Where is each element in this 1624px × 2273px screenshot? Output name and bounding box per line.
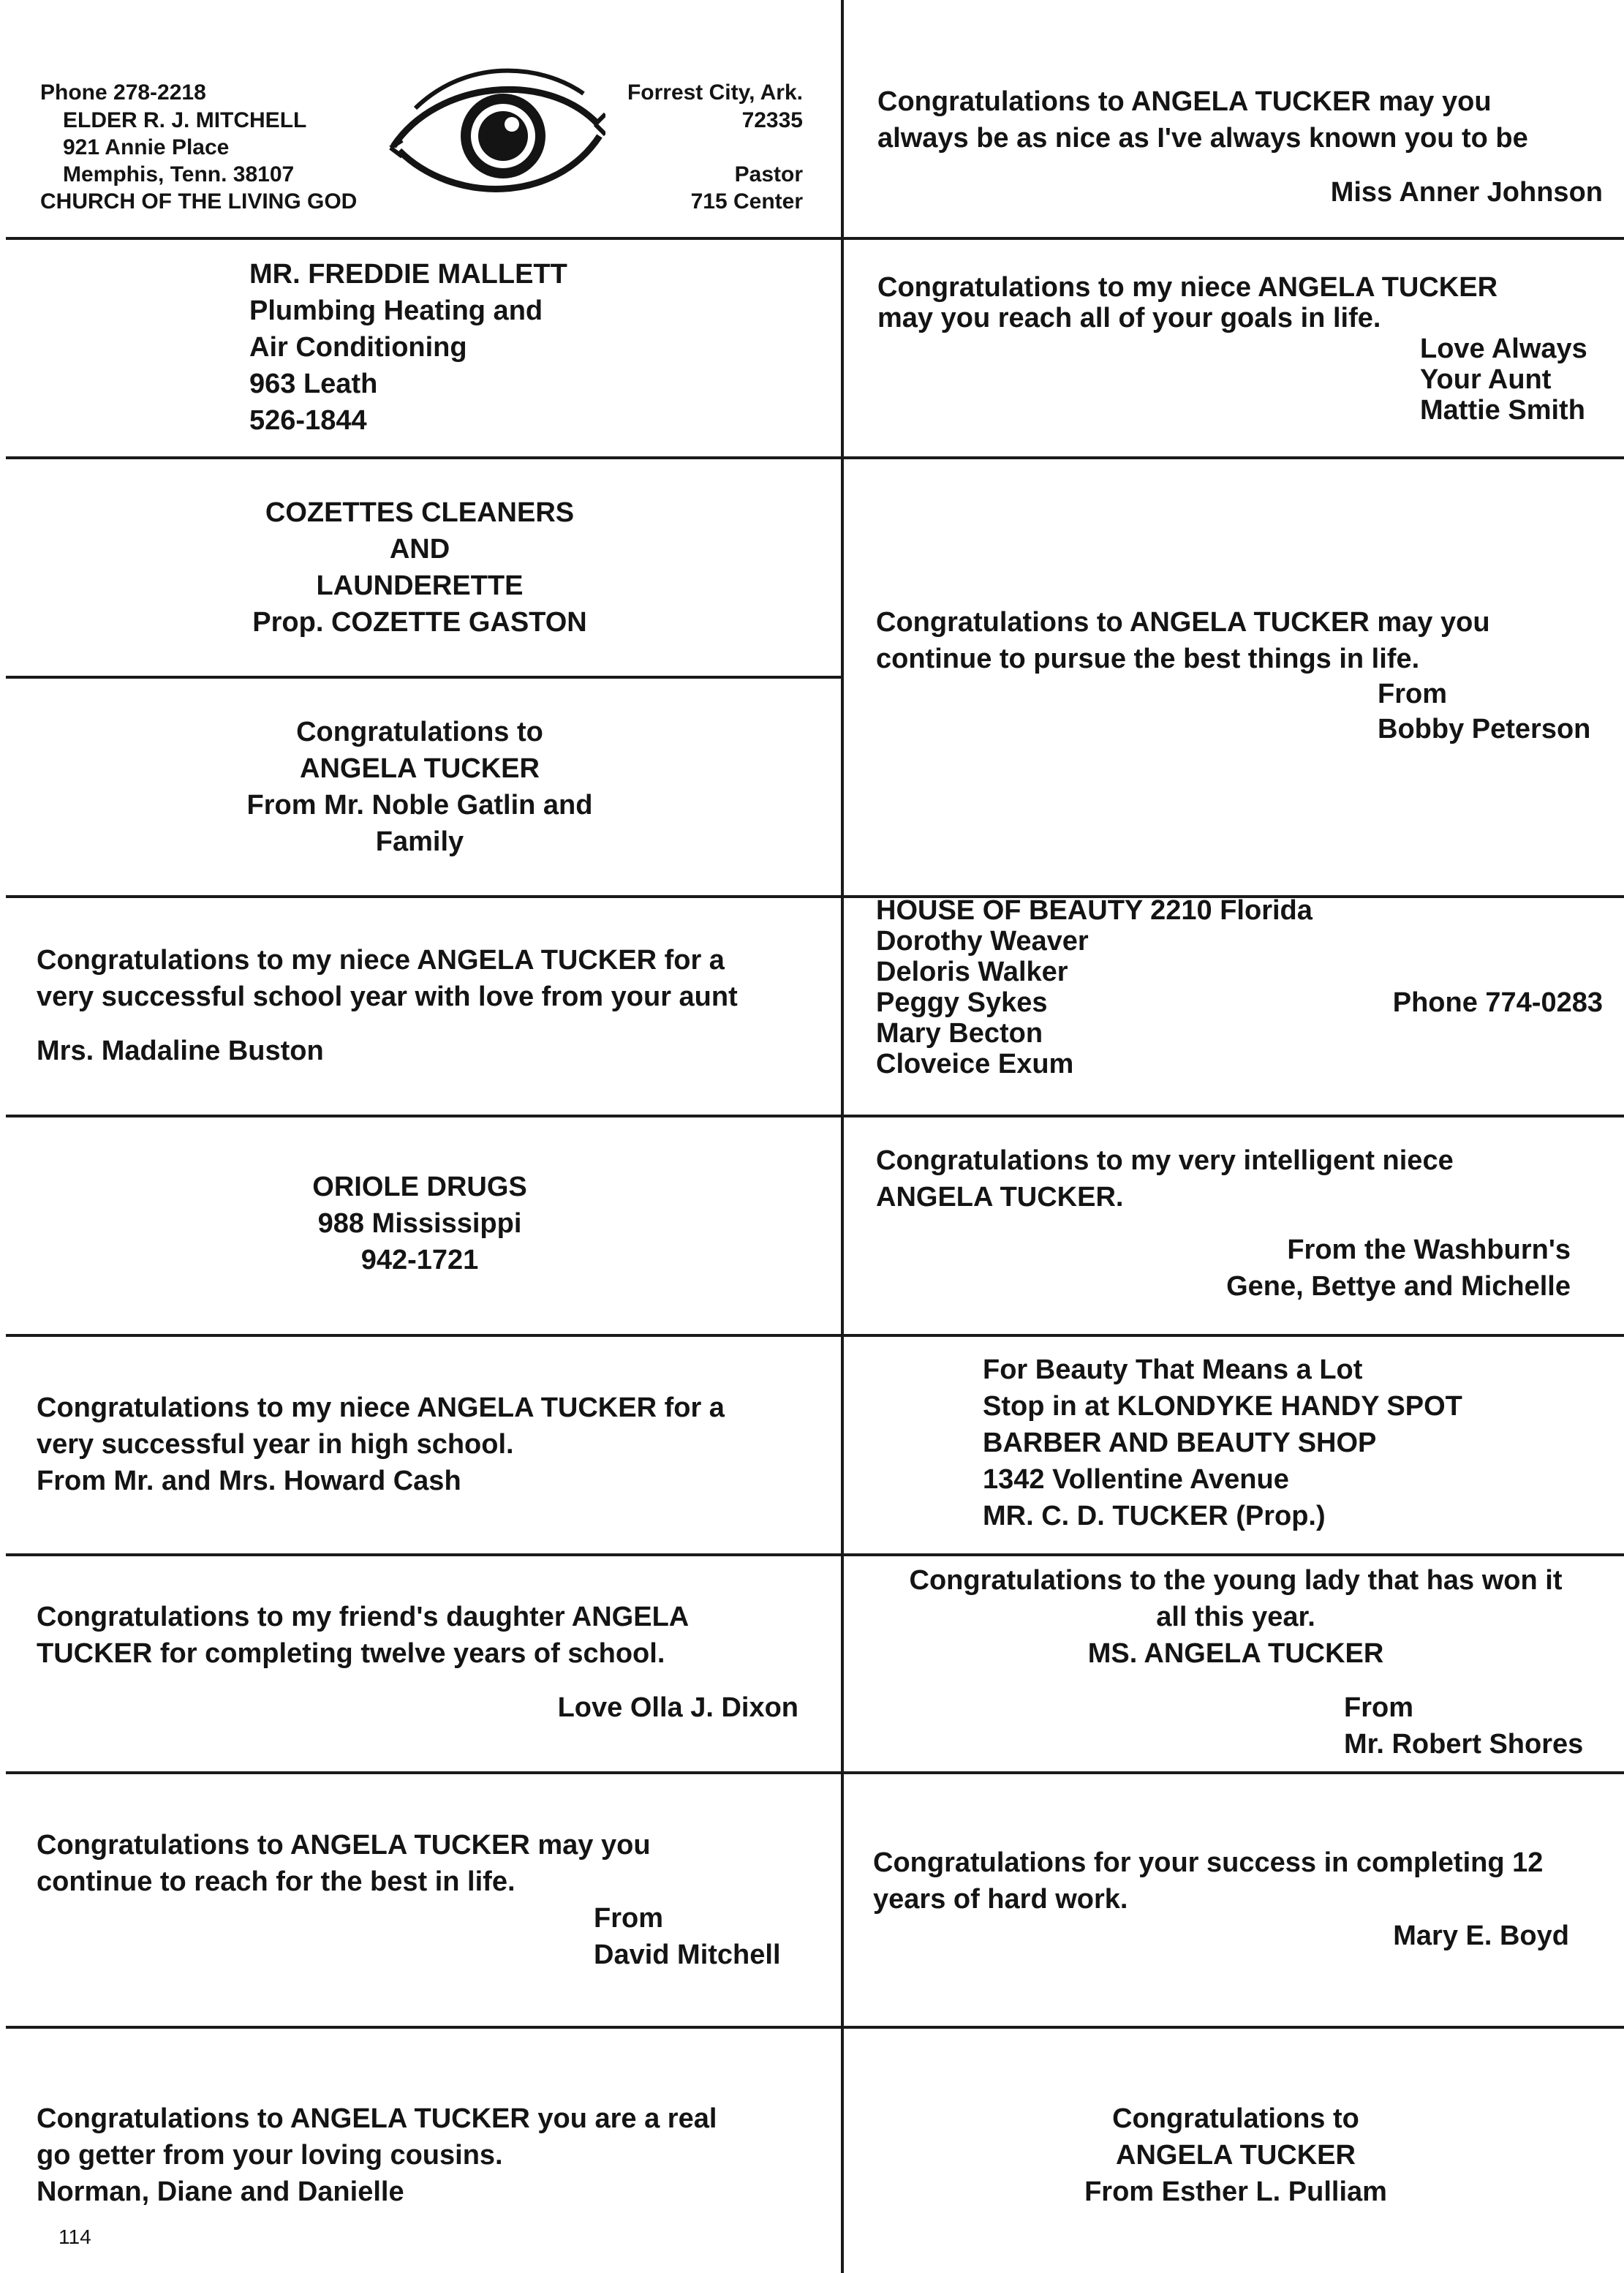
mallett-line-2: Plumbing Heating and [249, 295, 543, 326]
shores-signature-2: Mr. Robert Shores [1344, 1729, 1584, 1760]
pulliam-line-1: Congratulations to [1112, 2103, 1359, 2134]
gatlin-line-3: From Mr. Noble Gatlin and [246, 790, 593, 821]
church-right-zip: 72335 [741, 108, 803, 132]
dixon-signature: Love Olla J. Dixon [557, 1692, 798, 1723]
divider-row-3 [6, 895, 1624, 898]
johnson-line-2: always be as nice as I've always known you to be [877, 123, 1528, 154]
divider-row-7 [6, 1771, 1624, 1774]
mallett-line-3: Air Conditioning [249, 332, 467, 363]
divider-left-cozettes [6, 676, 842, 679]
church-right-city: Forrest City, Ark. [627, 80, 803, 105]
david-line-2: continue to reach for the best in life. [37, 1866, 515, 1897]
shores-signature-1: From [1344, 1692, 1413, 1723]
pulliam-line-2: ANGELA TUCKER [1116, 2140, 1356, 2171]
boyd-line-2: years of hard work. [873, 1884, 1128, 1915]
divider-row-8 [6, 2026, 1624, 2029]
cash-line-2: very successful year in high school. [37, 1429, 514, 1460]
boyd-signature: Mary E. Boyd [1393, 1920, 1569, 1951]
oriole-line-2: 988 Mississippi [317, 1208, 522, 1239]
washburn-signature-2: Gene, Bettye and Michelle [1226, 1271, 1571, 1302]
pulliam-line-3: From Esther L. Pulliam [1084, 2176, 1387, 2207]
center-divider [841, 0, 844, 2273]
smith-signature-1: Love Always [1420, 333, 1587, 364]
church-address: 921 Annie Place [63, 135, 230, 159]
church-city: Memphis, Tenn. 38107 [63, 162, 295, 186]
klondyke-line-4: 1342 Vollentine Avenue [983, 1464, 1289, 1495]
cousins-line-2: go getter from your loving cousins. [37, 2140, 503, 2171]
gatlin-line-2: ANGELA TUCKER [300, 753, 540, 784]
church-pastor-label: Pastor [734, 162, 803, 186]
johnson-line-1: Congratulations to ANGELA TUCKER may you [877, 86, 1492, 117]
divider-row-4 [6, 1115, 1624, 1117]
divider-row-2 [6, 456, 1624, 459]
shores-line-3: MS. ANGELA TUCKER [1087, 1638, 1384, 1669]
divider-row-6 [6, 1553, 1624, 1556]
beauty-line-2: Dorothy Weaver [876, 926, 1089, 957]
beauty-phone: Phone 774-0283 [1392, 987, 1603, 1018]
oriole-line-3: 942-1721 [360, 1245, 479, 1275]
smith-line-1: Congratulations to my niece ANGELA TUCKER [877, 272, 1498, 303]
beauty-line-6: Cloveice Exum [876, 1049, 1074, 1079]
page-number: 114 [58, 2225, 91, 2248]
oriole-line-1: ORIOLE DRUGS [312, 1172, 527, 1202]
klondyke-line-1: For Beauty That Means a Lot [983, 1354, 1363, 1385]
gatlin-line-4: Family [375, 826, 464, 857]
church-org: CHURCH OF THE LIVING GOD [40, 189, 358, 214]
peterson-signature-1: From [1378, 679, 1447, 709]
cozettes-line-1: COZETTES CLEANERS [265, 497, 575, 528]
church-right-address: 715 Center [690, 189, 803, 214]
cash-line-1: Congratulations to my niece ANGELA TUCKER for a [37, 1392, 725, 1423]
buston-line-1: Congratulations to my niece ANGELA TUCKER for a [37, 945, 725, 976]
buston-signature: Mrs. Madaline Buston [37, 1036, 324, 1066]
johnson-signature: Miss Anner Johnson [1330, 177, 1603, 208]
smith-line-2: may you reach all of your goals in life. [877, 303, 1381, 333]
peterson-line-1: Congratulations to ANGELA TUCKER may you [876, 607, 1490, 638]
cash-line-3: From Mr. and Mrs. Howard Cash [37, 1466, 461, 1496]
klondyke-line-3: BARBER AND BEAUTY SHOP [983, 1428, 1377, 1458]
dixon-line-1: Congratulations to my friend's daughter ANGELA [37, 1602, 690, 1632]
cozettes-line-4: Prop. COZETTE GASTON [252, 607, 587, 638]
klondyke-line-2: Stop in at KLONDYKE HANDY SPOT [983, 1391, 1462, 1422]
peterson-signature-2: Bobby Peterson [1378, 714, 1591, 745]
church-phone: Phone 278-2218 [40, 80, 206, 105]
boyd-line-1: Congratulations for your success in completing 12 [873, 1847, 1544, 1878]
beauty-line-4: Peggy Sykes [876, 987, 1048, 1018]
smith-signature-2: Your Aunt [1420, 364, 1552, 395]
gatlin-line-1: Congratulations to [296, 717, 543, 747]
beauty-line-1: HOUSE OF BEAUTY 2210 Florida [876, 895, 1313, 926]
peterson-line-2: continue to pursue the best things in life. [876, 644, 1420, 674]
cozettes-line-2: AND [389, 534, 450, 565]
divider-row-5 [6, 1334, 1624, 1337]
cozettes-line-3: LAUNDERETTE [316, 570, 524, 601]
buston-line-2: very successful school year with love from your aunt [37, 981, 738, 1012]
klondyke-line-5: MR. C. D. TUCKER (Prop.) [983, 1501, 1326, 1531]
mallett-line-4: 963 Leath [249, 369, 378, 399]
david-line-1: Congratulations to ANGELA TUCKER may you [37, 1830, 651, 1861]
shores-line-2: all this year. [1156, 1602, 1315, 1632]
washburn-line-2: ANGELA TUCKER. [876, 1182, 1124, 1213]
shores-line-1: Congratulations to the young lady that has won it [909, 1565, 1563, 1596]
washburn-line-1: Congratulations to my very intelligent niece [876, 1145, 1454, 1176]
mallett-line-5: 526-1844 [249, 405, 367, 436]
smith-signature-3: Mattie Smith [1420, 395, 1585, 426]
divider-row-1 [6, 237, 1624, 240]
church-elder: ELDER R. J. MITCHELL [63, 108, 307, 132]
cousins-line-1: Congratulations to ANGELA TUCKER you are a real [37, 2103, 717, 2134]
beauty-line-3: Deloris Walker [876, 957, 1068, 987]
cousins-line-3: Norman, Diane and Danielle [37, 2176, 404, 2207]
david-signature-2: David Mitchell [594, 1940, 781, 1970]
mallett-line-1: MR. FREDDIE MALLETT [249, 259, 567, 290]
beauty-line-5: Mary Becton [876, 1018, 1043, 1049]
david-signature-1: From [594, 1903, 663, 1934]
dixon-line-2: TUCKER for completing twelve years of school. [37, 1638, 665, 1669]
washburn-signature-1: From the Washburn's [1287, 1234, 1571, 1265]
